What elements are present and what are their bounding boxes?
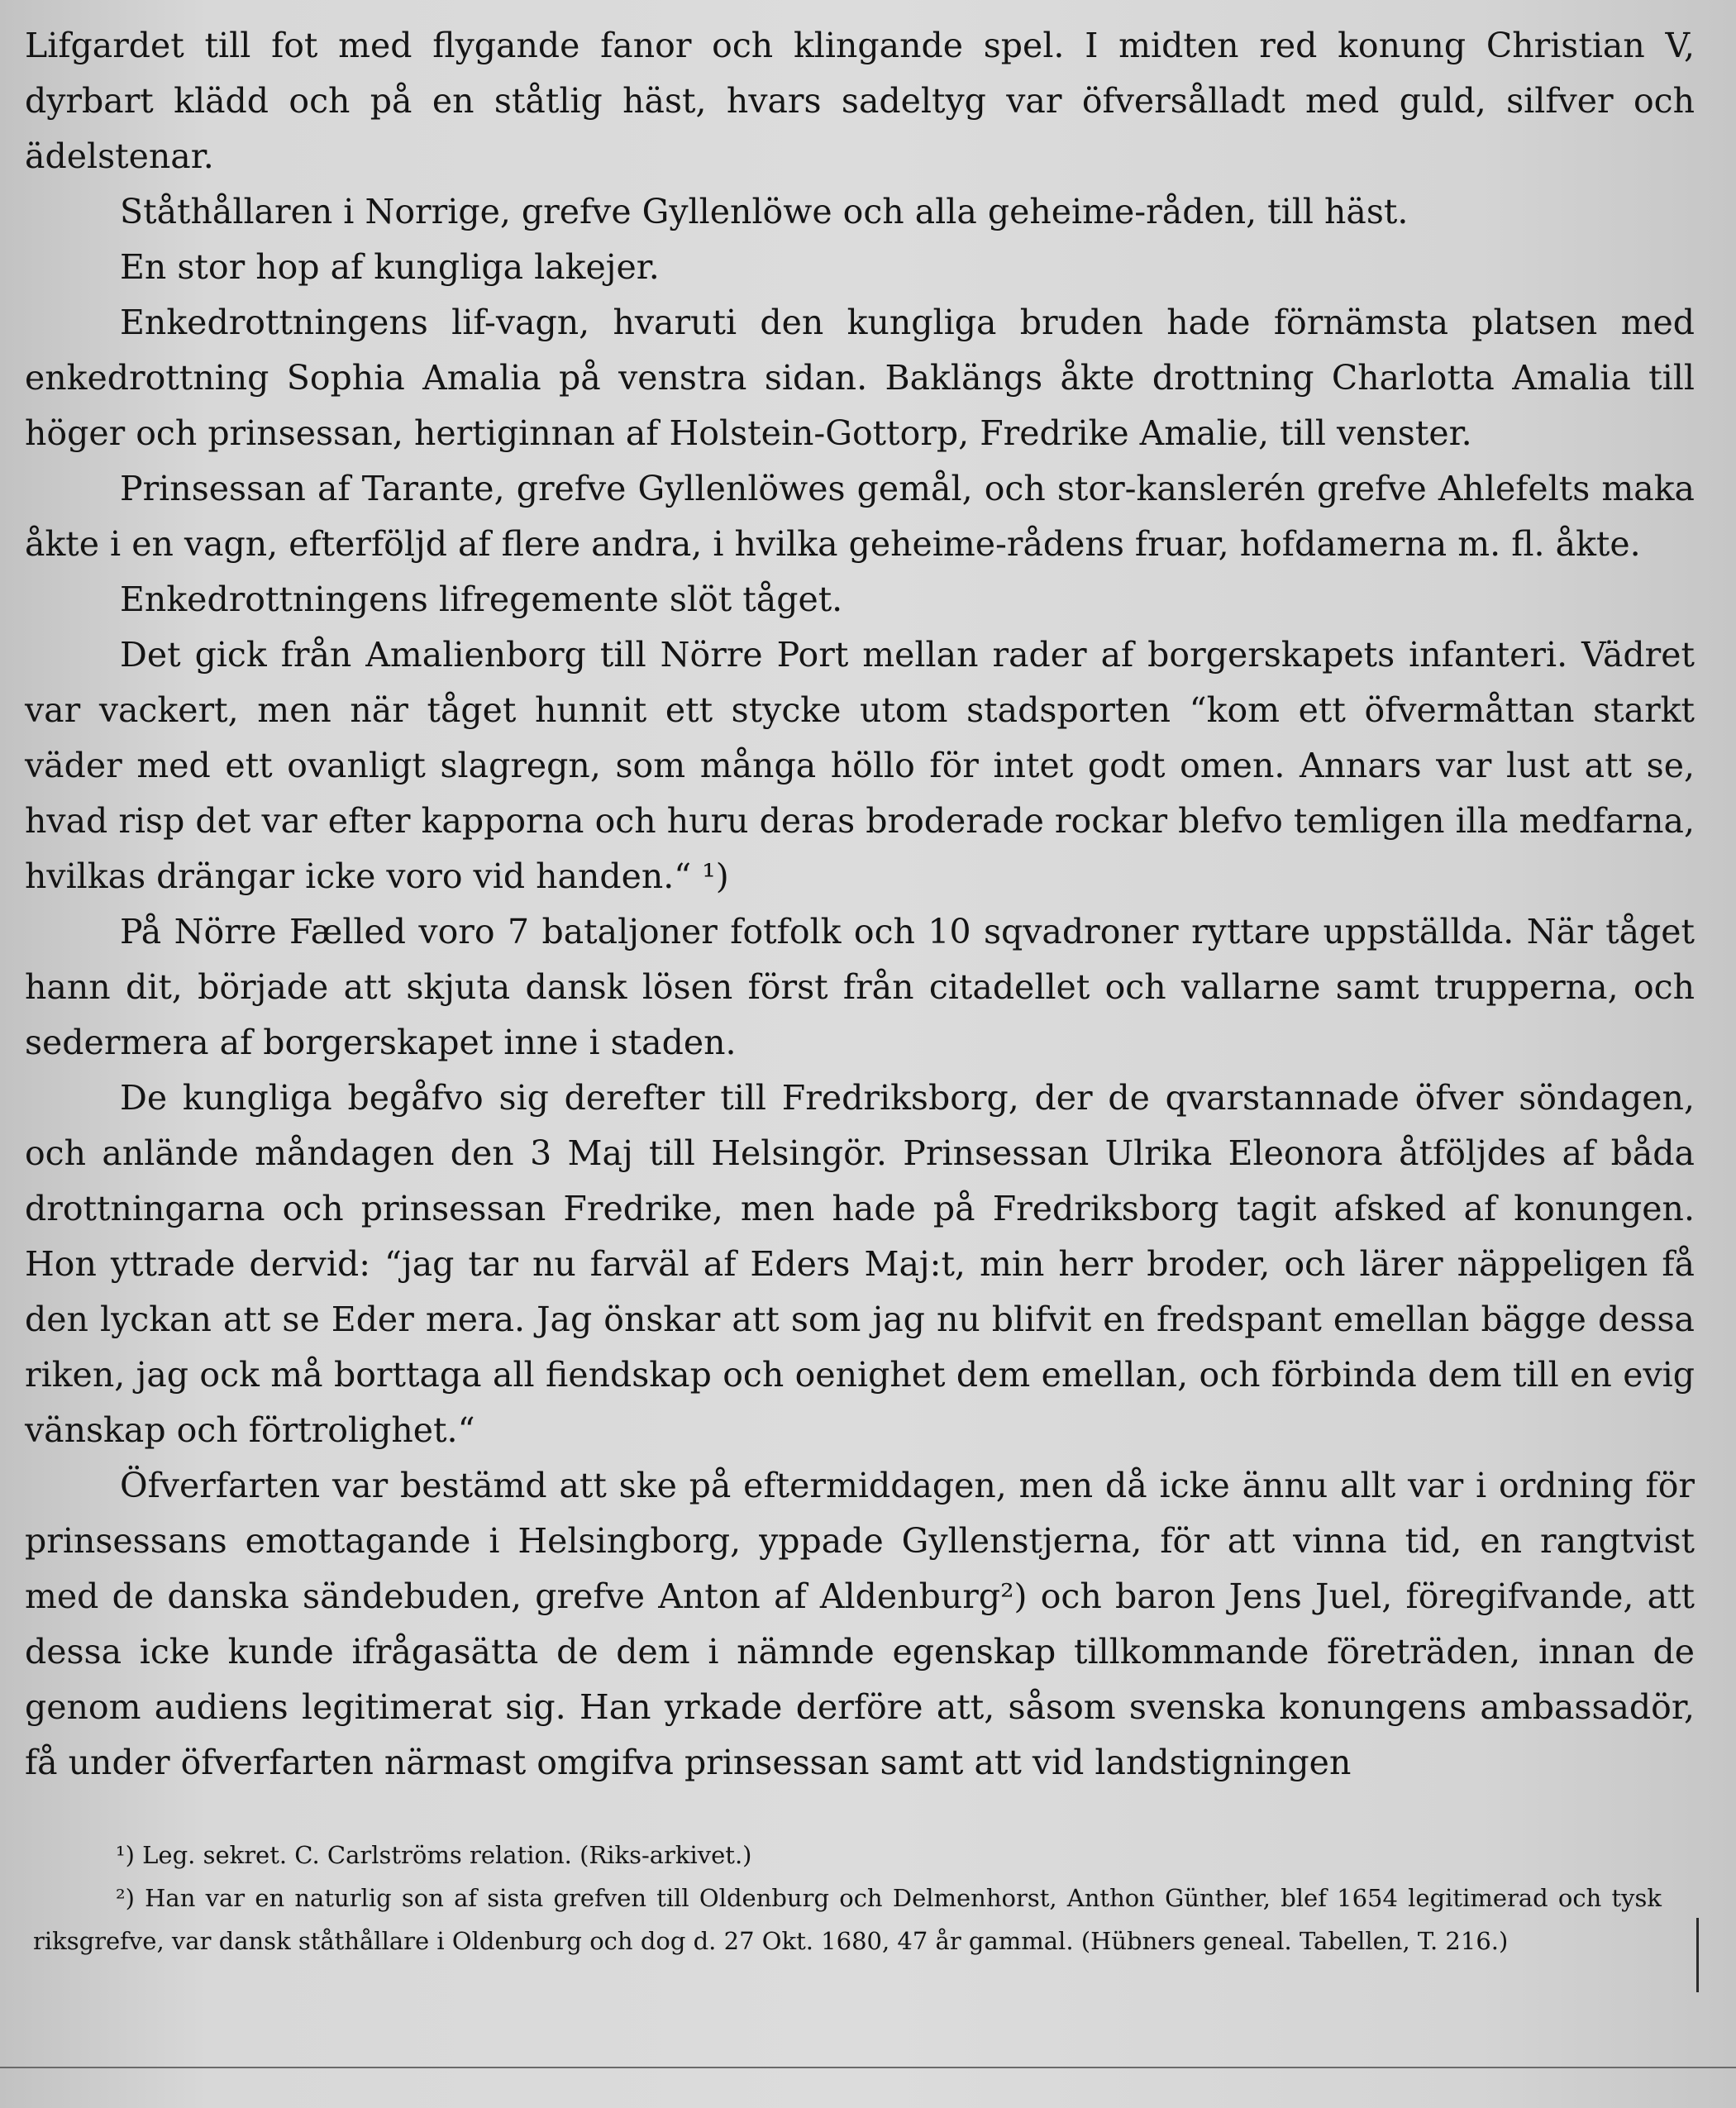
paragraph-regiment: Enkedrottningens lifregemente slöt tåget. xyxy=(120,579,843,619)
paragraph-weather: Det gick från Amalienborg till Nörre Port mellan rader af borgerskapets infanteri. Vädret var vackert, men när tåget hunnit ett stycke utom stadsporten “kom ett öfvermåttan starkt väder med ett ovanligt slagregn, som många höllo för intet godt omen. Annars var lust att se, hvad risp det var efter kapporna och huru deras broderade rockar blefvo temligen illa medfarna, hvilkas drängar icke voro vid handen.“ ¹) xyxy=(25,635,1695,896)
paragraph-procession-guards: Lifgardet till fot med flygande fanor och klingande spel. I midten red konung Christian V, dyrbart klädd och på en ståtlig häst, hvars sadeltyg var öfversålladt med guld, silfver och ädelstenar. xyxy=(25,26,1695,176)
footnote-1: ¹) Leg. sekret. C. Carlströms relation. (Riks-arkivet.) xyxy=(116,1841,752,1869)
paragraph-lackeys: En stor hop af kungliga lakejer. xyxy=(120,247,660,287)
paragraph-faelled: På Nörre Fælled voro 7 bataljoner fotfolk och 10 sqvadroner ryttare uppställda. När tåget hann dit, började att skjuta dansk lösen först från citadellet och vallarne samt trupperna, och sedermera af borgerskapet inne i staden. xyxy=(25,912,1695,1062)
footnote-2: ²) Han var en naturlig son af sista grefven till Oldenburg och Delmenhorst, Anthon Günther, blef 1654 legitimerad och tysk riksgrefve, var dansk ståthållare i Oldenburg och dog d. 27 Okt. 1680, 47 år gammal. (Hübners geneal. Tabellen, T. 216.) xyxy=(33,1884,1662,1955)
body-text xyxy=(25,18,1695,1791)
paragraph-dowager-carriage: Enkedrottningens lif-vagn, hvaruti den kungliga bruden hade förnämsta platsen med enkedrottning Sophia Amalia på venstra sidan. Baklängs åkte drottning Charlotta Amalia till höger och prinsessan, hertiginnan af Holstein-Gottorp, Fredrike Amalie, till venster. xyxy=(25,303,1695,453)
footnotes xyxy=(33,1834,1662,1963)
paragraph-fredriksborg: De kungliga begåfvo sig derefter till Fredriksborg, der de qvarstannade öfver söndagen, och anlände måndagen den 3 Maj till Helsingör. Prinsessan Ulrika Eleonora åtföljdes af båda drottningarna och prinsessan Fredrike, men hade på Fredriksborg tagit afsked af konungen. Hon yttrade dervid: “jag tar nu farväl af Eders Maj:t, min herr broder, och lärer näppeligen få den lyckan att se Eder mera. Jag önskar att som jag nu blifvit en fredspant emellan bägge dessa riken, jag ock må borttaga all fiendskap och oenighet dem emellan, och förbinda dem till en evig vänskap och förtrolighet.“ xyxy=(25,1078,1695,1450)
paragraph-tarante: Prinsessan af Tarante, grefve Gyllenlöwes gemål, och stor-kanslerén grefve Ahlefelts maka åkte i en vagn, efterföljd af flere andra, i hvilka geheime-rådens fruar, hofdamerna m. fl. åkte. xyxy=(25,469,1695,564)
paragraph-crossing: Öfverfarten var bestämd att ske på eftermiddagen, men då icke ännu allt var i ordning för prinsessans emottagande i Helsingborg, yppade Gyllenstjerna, för att vinna tid, en rangtvist med de danska sändebuden, grefve Anton af Aldenburg²) och baron Jens Juel, föregifvande, att dessa icke kunde ifrågasätta de dem i nämnde egenskap tillkommande företräden, innan de genom audiens legitimerat sig. Han yrkade derföre att, såsom svenska konungens ambassadör, få under öfverfarten närmast omgifva prinsessan samt att vid landstigningen xyxy=(25,1466,1695,1782)
margin-rule xyxy=(1696,1918,1699,1992)
paragraph-governor: Ståthållaren i Norrige, grefve Gyllenlöwe och alla geheime-råden, till häst. xyxy=(120,192,1409,231)
bottom-rule xyxy=(0,2067,1736,2068)
